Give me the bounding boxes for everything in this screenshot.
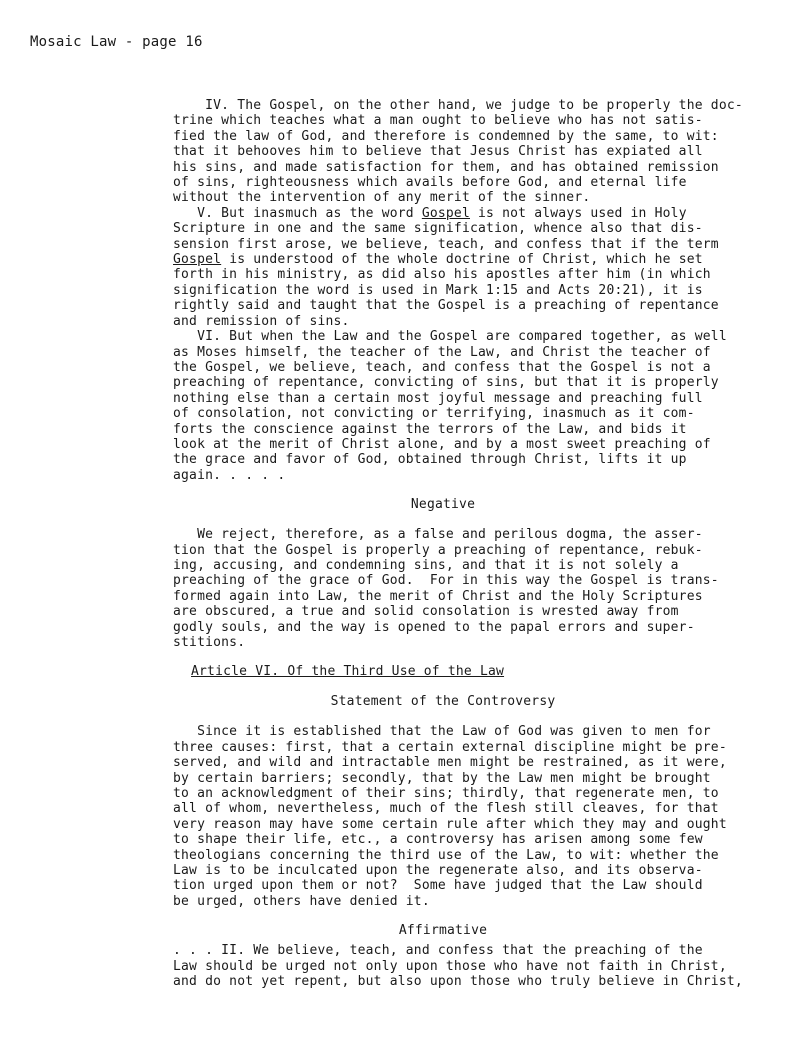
text-line: stitions.: [173, 635, 246, 650]
text-line: sension first arose, we believe, teach, and confess that if the term: [173, 236, 719, 252]
text-line: VI. But when the Law and the Gospel are compared together, as well: [173, 329, 727, 345]
text-line: and do not yet repent, but also upon those who truly believe in Christ,: [173, 974, 743, 990]
text-line: without the intervention of any merit of the sinner.: [173, 190, 591, 206]
text-line: again. . . . .: [173, 467, 286, 483]
text-line: preaching of repentance, convicting of sins, but that it is properly: [173, 375, 719, 391]
text-line: . . . II. We believe, teach, and confess that the preaching of the: [173, 943, 703, 959]
text-line: of consolation, not convicting or terrifying, inasmuch as it com-: [173, 406, 695, 422]
controversy-subheading: Statement of the Controversy: [330, 694, 556, 710]
text-line: V. But inasmuch as the word Gospel is not always used in Holy: [173, 205, 687, 221]
document-body: [173, 98, 743, 990]
text-line: all of whom, nevertheless, much of the flesh still cleaves, for that: [173, 801, 719, 817]
text-line: as Moses himself, the teacher of the Law, and Christ the teacher of: [173, 344, 711, 360]
text-line: his sins, and made satisfaction for them, and has obtained remission: [173, 159, 719, 175]
section-vi-paragraph: [173, 329, 727, 483]
section-v-paragraph: [173, 205, 719, 329]
text-line: Gospel is understood of the whole doctrine of Christ, which he set: [173, 252, 703, 268]
text-line: look at the merit of Christ alone, and by a most sweet preaching of: [173, 436, 711, 452]
text-line: formed again into Law, the merit of Christ and the Holy Scriptures: [173, 588, 703, 604]
text-line: tion that the Gospel is properly a preaching of repentance, rebuk-: [173, 542, 703, 558]
text-line: tion urged upon them or not? Some have judged that the Law should: [173, 878, 703, 894]
text-line: Since it is established that the Law of God was given to men for: [173, 724, 711, 740]
text-line: three causes: first, that a certain external discipline might be pre-: [173, 739, 727, 755]
text-line: nothing else than a certain most joyful message and preaching full: [173, 390, 703, 406]
text-line: to an acknowledgment of their sins; thirdly, that regenerate men, to: [173, 786, 719, 802]
text-line: the Gospel, we believe, teach, and confess that the Gospel is not a: [173, 359, 711, 375]
text-line: be urged, others have denied it.: [173, 893, 430, 909]
running-header: Mosaic Law - page 16: [30, 34, 203, 50]
text-line: Scripture in one and the same signification, whence also that dis-: [173, 221, 703, 237]
text-line: preaching of the grace of God. For in this way the Gospel is trans-: [173, 573, 719, 589]
text-line: that it behooves him to believe that Jesus Christ has expiated all: [173, 144, 703, 160]
text-line: signification the word is used in Mark 1:15 and Acts 20:21), it is: [173, 282, 703, 298]
text-line: rightly said and taught that the Gospel is a preaching of repentance: [173, 298, 719, 314]
text-line: the grace and favor of God, obtained through Christ, lifts it up: [173, 452, 687, 468]
article-vi-heading: Article VI. Of the Third Use of the Law: [191, 664, 505, 680]
article-vi-paragraph: [173, 724, 727, 909]
text-line: fied the law of God, and therefore is condemned by the same, to wit:: [173, 128, 719, 144]
text-line: forth in his ministry, as did also his apostles after him (in which: [173, 267, 711, 283]
underlined-term: Gospel: [173, 252, 222, 268]
text-line: trine which teaches what a man ought to believe who has not satis-: [173, 113, 703, 129]
underlined-term: Gospel: [421, 205, 470, 221]
text-line: very reason may have some certain rule after which they may and ought: [173, 816, 727, 832]
affirmative-paragraph: [173, 943, 743, 990]
negative-paragraph: [173, 527, 719, 650]
text-line: served, and wild and intractable men might be restrained, as it were,: [173, 755, 727, 771]
text-line: ing, accusing, and condemning sins, and that it is not solely a: [173, 557, 679, 573]
text-line: IV. The Gospel, on the other hand, we judge to be properly the doc-: [173, 98, 743, 113]
text-line: are obscured, a true and solid consolation is wrested away from: [173, 604, 679, 620]
text-line: of sins, righteousness which avails before God, and eternal life: [173, 175, 687, 191]
text-line: forts the conscience against the terrors of the Law, and bids it: [173, 421, 687, 437]
text-line: godly souls, and the way is opened to the papal errors and super-: [173, 619, 695, 635]
text-line: Law should be urged not only upon those who have not faith in Christ,: [173, 958, 727, 974]
text-line: and remission of sins.: [173, 313, 350, 329]
affirmative-heading: Affirmative: [398, 923, 488, 939]
text-line: by certain barriers; secondly, that by the Law men might be brought: [173, 770, 711, 786]
text-line: We reject, therefore, as a false and perilous dogma, the asser-: [173, 527, 703, 543]
text-line: theologians concerning the third use of the Law, to wit: whether the: [173, 847, 719, 863]
section-iv-paragraph: [173, 98, 743, 206]
text-line: Law is to be inculcated upon the regenerate also, and its observa-: [173, 863, 703, 879]
text-line: to shape their life, etc., a controversy has arisen among some few: [173, 832, 703, 848]
negative-heading: Negative: [410, 497, 476, 513]
